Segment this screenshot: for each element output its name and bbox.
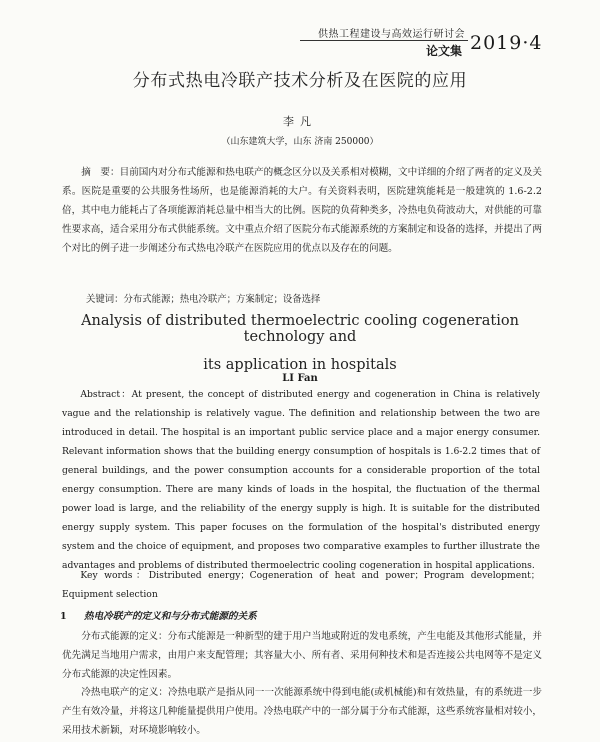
author-name-en: LI Fan [282, 373, 318, 384]
journal-issue-year: 2019·4 [470, 32, 543, 54]
section-1-paragraph-1: 分布式能源的定义：分布式能源是一种新型的建于用户当地或附近的发电系统，产生电能及其他形式能量，并优先满足当地用户需求，由用户来支配管理；其容量大小、所有者、采用何种技术和是否连接公共电网等不是定义分布式能源的决定性因素。 [62, 631, 542, 680]
section-1-paragraph-2: 冷热电联产的定义：冷热电联产是指从同一一次能源系统中得到电能(或机械能)和有效热量，有的系统进一步产生有效冷量，并将这几种能量提供用户使用。冷热电联产中的一部分属于分布式能源，这些系统容量相对较小，采用技术新颖，对环境影响较小。 [62, 687, 542, 736]
journal-conference-name: 供热工程建设与高效运行研讨会 [318, 29, 465, 40]
journal-collection-label: 论文集 [426, 44, 463, 58]
section-1-heading [60, 608, 257, 622]
abstract-cn: 摘 要：目前国内对分布式能源和热电联产的概念区分以及关系相对模糊，文中详细的介绍了两者的定义及关系。医院是重要的公共服务性场所，也是能源消耗的大户。有关资料表明，医院建筑能耗是一般建筑的 1.6-2.2 倍，其中电力能耗占了各项能源消耗总量中相当大的比例。医院的负荷种类多，冷热电负荷波动大，对供能的可靠性要求高，适合采用分布式供能系统。文中重点介绍了医院分布式能源系统的方案制定和设备的选择，并提出了两个对比的例子进一步阐述分布式热电冷联产在医院应用的优点以及存在的问题。 [62, 167, 542, 254]
abstract-en: Abstract：At present, the concept of distributed energy and cogeneration in China is relatively vague and the relationship is relatively vague. The definition and relationship between the two are introduced in detail. The hospital is an important public service place and a major energy consumer. Relevant information shows that the building energy consumption of hospitals is 1.6-2.2 times that of general buildings, and the power consumption accounts for a considerable proportion of the total energy consumption. There are many kinds of loads in the hospital, the fluctuation of the thermal power load is large, and the reliability of the energy supply is high. It is suitable for the distributed energy supply system. This paper focuses on the formulation of the hospital's distributed energy system and the choice of equipment, and proposes two comparative examples to further illustrate the advantages and problems of distributed thermoelectric cooling cogeneration in hospital applications. [62, 389, 540, 571]
author-name-cn: 李凡 [283, 115, 317, 128]
paper-title-en-line2: its application in hospitals [203, 357, 397, 373]
paper-title-en-line1: Analysis of distributed thermoelectric cooling cogeneration technology and [81, 313, 519, 345]
keywords-en: Key words：Distributed energy；Cogeneration of heat and power；Program development；Equipment selection [62, 570, 540, 600]
header-rule [300, 40, 468, 41]
author-affiliation-cn: （山东建筑大学，山东 济南 250000） [221, 137, 379, 147]
keywords-cn: 关键词：分布式能源；热电冷联产；方案制定；设备选择 [86, 294, 321, 305]
section-1-title: 热电冷联产的定义和与分布式能源的关系 [84, 611, 257, 622]
section-1-number: 1 [60, 611, 67, 622]
paper-title-cn: 分布式热电冷联产技术分析及在医院的应用 [132, 71, 468, 91]
